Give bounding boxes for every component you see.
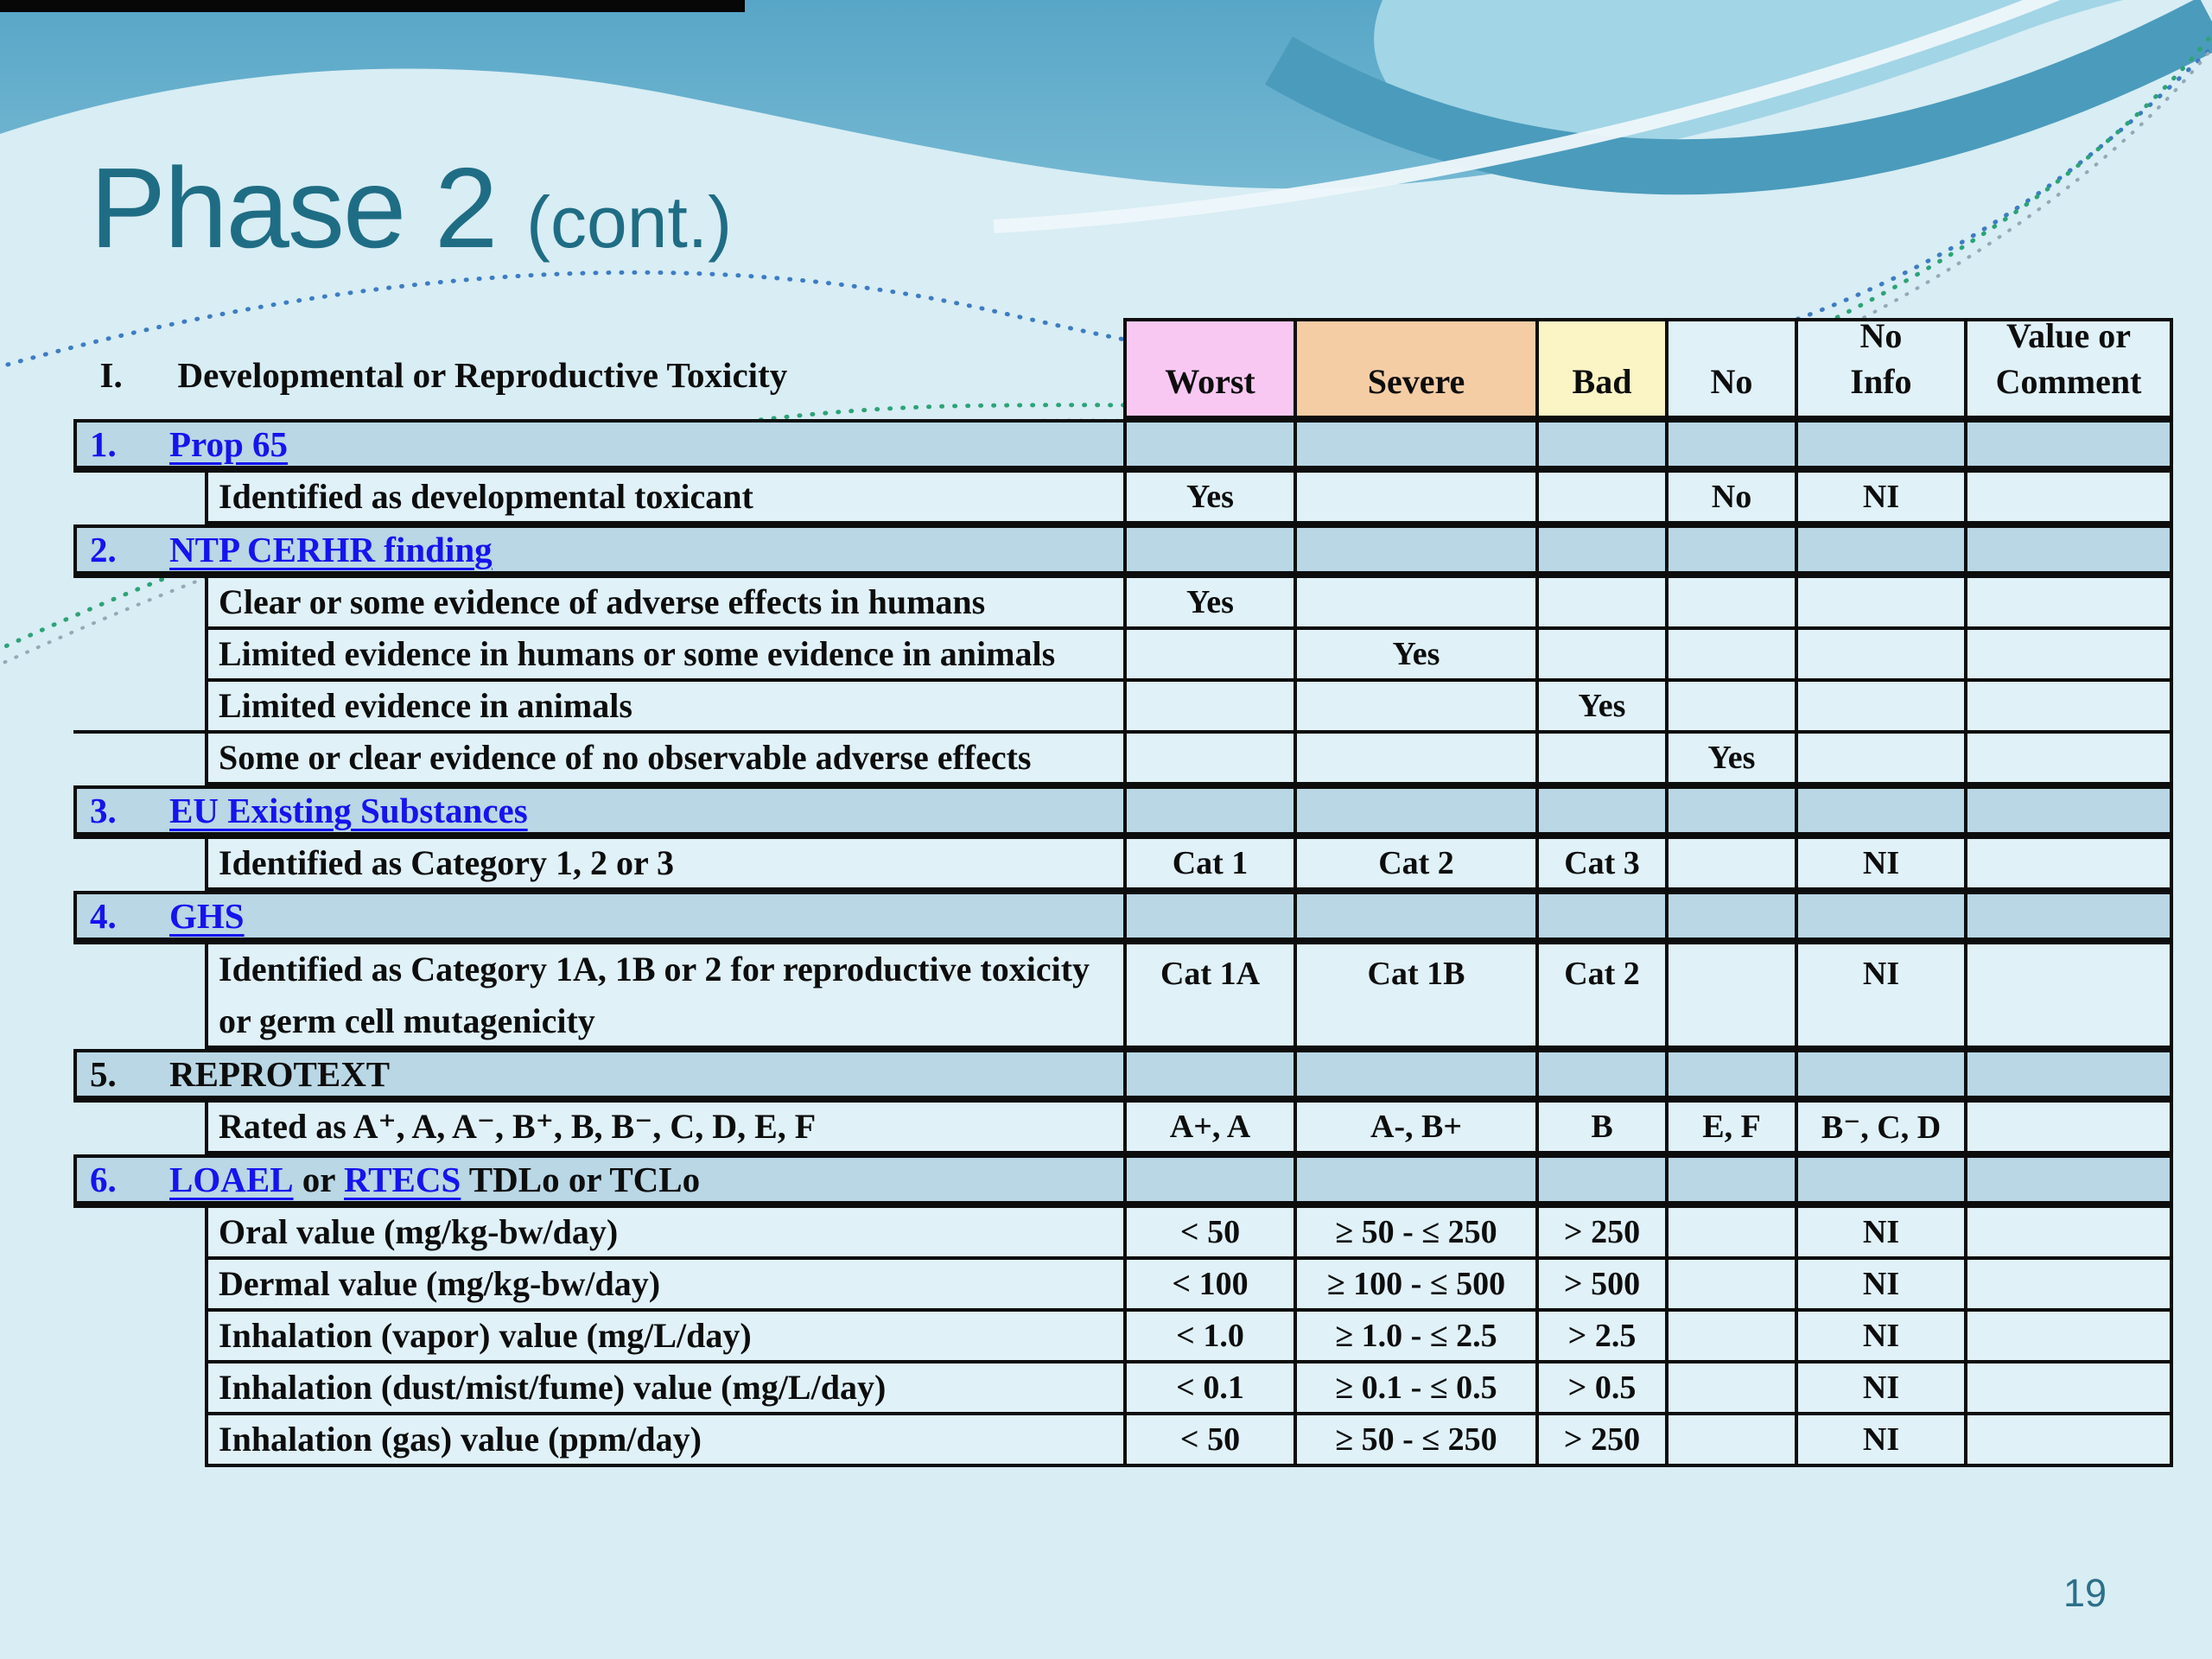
criteria-label: Oral value (mg/kg-bw/day) bbox=[205, 1208, 1123, 1260]
cell-worst bbox=[1123, 682, 1294, 734]
cell-severe bbox=[1294, 682, 1535, 734]
criteria-row-some-or-clear-evidence-of-no-observable-adverse-effects bbox=[73, 734, 2173, 785]
cell-severe: ≥ 0.1 - ≤ 0.5 bbox=[1294, 1363, 1535, 1415]
criteria-description-cell bbox=[73, 630, 1123, 682]
criteria-label: Inhalation (gas) value (ppm/day) bbox=[205, 1415, 1123, 1467]
cell-bad bbox=[1535, 473, 1665, 524]
criteria-description-cell bbox=[73, 734, 1123, 785]
criteria-row-rated-as-a-a-a-b-b-b-c-d-e-f bbox=[73, 1103, 2173, 1154]
cell-bad: B bbox=[1535, 1103, 1665, 1154]
cell-bad: Cat 3 bbox=[1535, 839, 1665, 891]
criteria-row-dermal-value-mg-kg-bw-day bbox=[73, 1260, 2173, 1312]
slide-title bbox=[90, 144, 733, 271]
cell-no bbox=[1665, 944, 1795, 1049]
link-loael[interactable]: LOAEL bbox=[169, 1160, 294, 1199]
cell-bad: > 250 bbox=[1535, 1208, 1665, 1260]
cell-severe bbox=[1294, 1049, 1535, 1103]
criteria-row-clear-or-some-evidence-of-adverse-effects-in-humans bbox=[73, 578, 2173, 630]
cell-value-comment bbox=[1964, 682, 2173, 734]
criteria-description-cell bbox=[73, 578, 1123, 630]
category-number: 5. bbox=[90, 1054, 117, 1094]
criteria-row-identified-as-category-1a-1b-or-2-for-reproductive-toxicity-or-germ-cell-mutagenicity bbox=[73, 944, 2173, 1049]
cell-no-info: NI bbox=[1795, 944, 1964, 1049]
criteria-label: Rated as A⁺, A, A⁻, B⁺, B, B⁻, C, D, E, F bbox=[205, 1103, 1123, 1154]
link-ntp-cerhr-finding[interactable]: NTP CERHR finding bbox=[169, 530, 493, 569]
criteria-label: Identified as Category 1A, 1B or 2 for reproductive toxicity or germ cell mutagenicity bbox=[205, 944, 1123, 1049]
cell-severe bbox=[1294, 785, 1535, 839]
cell-no: No bbox=[1665, 473, 1795, 524]
criteria-row-limited-evidence-in-humans-or-some-evidence-in-animals bbox=[73, 630, 2173, 682]
cell-bad bbox=[1535, 1049, 1665, 1103]
cell-severe bbox=[1294, 473, 1535, 524]
criteria-row-inhalation-dust-mist-fume-value-mg-l-day bbox=[73, 1363, 2173, 1415]
cell-no bbox=[1665, 1208, 1795, 1260]
cell-severe: ≥ 50 - ≤ 250 bbox=[1294, 1415, 1535, 1467]
cell-bad: Cat 2 bbox=[1535, 944, 1665, 1049]
cell-bad bbox=[1535, 419, 1665, 473]
column-header-bad: Bad bbox=[1535, 318, 1665, 419]
category-number: 4. bbox=[90, 896, 117, 936]
cell-value-comment bbox=[1964, 785, 2173, 839]
criteria-description-cell bbox=[73, 1208, 1123, 1260]
toxicity-criteria-table bbox=[73, 318, 2173, 1467]
cell-value-comment bbox=[1964, 473, 2173, 524]
title-main: Phase 2 bbox=[90, 144, 527, 271]
cell-no-info: NI bbox=[1795, 1260, 1964, 1312]
cell-no bbox=[1665, 1363, 1795, 1415]
cell-severe bbox=[1294, 419, 1535, 473]
category-label: REPROTEXT bbox=[169, 1054, 391, 1094]
cell-no-info bbox=[1795, 419, 1964, 473]
criteria-description-cell bbox=[73, 1312, 1123, 1363]
cell-severe: Cat 2 bbox=[1294, 839, 1535, 891]
cell-value-comment bbox=[1964, 734, 2173, 785]
cell-value-comment bbox=[1964, 1363, 2173, 1415]
cell-no-info bbox=[1795, 1049, 1964, 1103]
cell-no bbox=[1665, 524, 1795, 578]
indent-spacer bbox=[73, 944, 205, 1049]
cell-bad: > 2.5 bbox=[1535, 1312, 1665, 1363]
cell-no-info bbox=[1795, 785, 1964, 839]
cell-severe: Cat 1B bbox=[1294, 944, 1535, 1049]
category-row-ntp-cerhr-finding bbox=[73, 524, 2173, 578]
criteria-row-limited-evidence-in-animals bbox=[73, 682, 2173, 734]
cell-severe: ≥ 100 - ≤ 500 bbox=[1294, 1260, 1535, 1312]
cell-no bbox=[1665, 891, 1795, 944]
indent-spacer bbox=[73, 1312, 205, 1363]
category-cell bbox=[73, 419, 1123, 473]
indent-spacer bbox=[73, 1208, 205, 1260]
cell-severe bbox=[1294, 1154, 1535, 1208]
category-number: 2. bbox=[90, 530, 117, 569]
category-label: TDLo or TCLo bbox=[461, 1160, 701, 1199]
cell-severe: Yes bbox=[1294, 630, 1535, 682]
cell-severe bbox=[1294, 578, 1535, 630]
indent-spacer bbox=[73, 1363, 205, 1415]
cell-no-info: NI bbox=[1795, 1415, 1964, 1467]
cell-value-comment bbox=[1964, 578, 2173, 630]
cell-value-comment bbox=[1964, 1312, 2173, 1363]
category-cell bbox=[73, 1154, 1123, 1208]
section-heading bbox=[82, 313, 787, 396]
cell-value-comment bbox=[1964, 1415, 2173, 1467]
cell-value-comment bbox=[1964, 630, 2173, 682]
category-row-ghs bbox=[73, 891, 2173, 944]
link-eu-existing-substances[interactable]: EU Existing Substances bbox=[169, 791, 528, 830]
cell-value-comment bbox=[1964, 1260, 2173, 1312]
cell-no-info bbox=[1795, 682, 1964, 734]
cell-severe bbox=[1294, 524, 1535, 578]
cell-no bbox=[1665, 630, 1795, 682]
cell-no bbox=[1665, 1154, 1795, 1208]
cell-worst bbox=[1123, 630, 1294, 682]
cell-bad bbox=[1535, 734, 1665, 785]
criteria-label: Some or clear evidence of no observable adverse effects bbox=[205, 734, 1123, 785]
cell-severe: ≥ 1.0 - ≤ 2.5 bbox=[1294, 1312, 1535, 1363]
cell-bad bbox=[1535, 630, 1665, 682]
criteria-label: Inhalation (dust/mist/fume) value (mg/L/day) bbox=[205, 1363, 1123, 1415]
cell-value-comment bbox=[1964, 524, 2173, 578]
criteria-label: Dermal value (mg/kg-bw/day) bbox=[205, 1260, 1123, 1312]
category-row-eu-existing-substances bbox=[73, 785, 2173, 839]
category-cell bbox=[73, 891, 1123, 944]
cell-value-comment bbox=[1964, 944, 2173, 1049]
cell-worst: < 1.0 bbox=[1123, 1312, 1294, 1363]
category-cell bbox=[73, 1049, 1123, 1103]
criteria-label: Limited evidence in humans or some evidence in animals bbox=[205, 630, 1123, 682]
cell-severe bbox=[1294, 891, 1535, 944]
cell-no bbox=[1665, 785, 1795, 839]
category-row-prop-65 bbox=[73, 419, 2173, 473]
cell-no-info: NI bbox=[1795, 1208, 1964, 1260]
column-header-severe: Severe bbox=[1294, 318, 1535, 419]
cell-worst: < 0.1 bbox=[1123, 1363, 1294, 1415]
indent-spacer bbox=[73, 734, 205, 785]
cell-bad bbox=[1535, 785, 1665, 839]
criteria-description-cell bbox=[73, 1260, 1123, 1312]
cell-no-info bbox=[1795, 891, 1964, 944]
cell-no bbox=[1665, 682, 1795, 734]
column-header-worst: Worst bbox=[1123, 318, 1294, 419]
criteria-description-cell bbox=[73, 1103, 1123, 1154]
criteria-row-oral-value-mg-kg-bw-day bbox=[73, 1208, 2173, 1260]
link-rtecs[interactable]: RTECS bbox=[344, 1160, 461, 1199]
cell-bad bbox=[1535, 578, 1665, 630]
category-label: or bbox=[293, 1160, 345, 1199]
criteria-row-identified-as-developmental-toxicant bbox=[73, 473, 2173, 524]
cell-severe: ≥ 50 - ≤ 250 bbox=[1294, 1208, 1535, 1260]
cell-worst bbox=[1123, 785, 1294, 839]
cell-value-comment bbox=[1964, 1103, 2173, 1154]
cell-worst bbox=[1123, 891, 1294, 944]
cell-no-info bbox=[1795, 1154, 1964, 1208]
cell-worst: < 100 bbox=[1123, 1260, 1294, 1312]
category-row-loael-or-rtecs-tdlo-or-tclo bbox=[73, 1154, 2173, 1208]
cell-worst: Yes bbox=[1123, 473, 1294, 524]
cell-severe: A-, B+ bbox=[1294, 1103, 1535, 1154]
criteria-label: Identified as developmental toxicant bbox=[205, 473, 1123, 524]
cell-severe bbox=[1294, 734, 1535, 785]
cell-worst: Yes bbox=[1123, 578, 1294, 630]
cell-worst: < 50 bbox=[1123, 1208, 1294, 1260]
category-number: 3. bbox=[90, 791, 117, 830]
cell-value-comment bbox=[1964, 1049, 2173, 1103]
cell-worst: < 50 bbox=[1123, 1415, 1294, 1467]
cell-no-info bbox=[1795, 578, 1964, 630]
indent-spacer bbox=[73, 578, 205, 630]
title-suffix: (cont.) bbox=[526, 181, 733, 263]
cell-worst bbox=[1123, 734, 1294, 785]
cell-no-info bbox=[1795, 524, 1964, 578]
cell-bad bbox=[1535, 891, 1665, 944]
criteria-description-cell bbox=[73, 682, 1123, 734]
link-prop-65[interactable]: Prop 65 bbox=[169, 424, 289, 464]
cell-no: Yes bbox=[1665, 734, 1795, 785]
category-cell bbox=[73, 785, 1123, 839]
cell-worst: Cat 1 bbox=[1123, 839, 1294, 891]
cell-no-info: NI bbox=[1795, 839, 1964, 891]
cell-no bbox=[1665, 839, 1795, 891]
cell-no-info bbox=[1795, 630, 1964, 682]
cell-no-info: NI bbox=[1795, 1312, 1964, 1363]
cell-no: E, F bbox=[1665, 1103, 1795, 1154]
criteria-label: Limited evidence in animals bbox=[205, 682, 1123, 734]
cell-bad: Yes bbox=[1535, 682, 1665, 734]
top-black-bar bbox=[0, 0, 745, 12]
page-number: 19 bbox=[2063, 1571, 2107, 1615]
criteria-description-cell bbox=[73, 944, 1123, 1049]
indent-spacer bbox=[73, 630, 205, 682]
indent-spacer bbox=[73, 1415, 205, 1467]
cell-bad: > 500 bbox=[1535, 1260, 1665, 1312]
indent-spacer bbox=[73, 839, 205, 891]
criteria-description-cell bbox=[73, 839, 1123, 891]
cell-no-info: NI bbox=[1795, 1363, 1964, 1415]
category-number: 1. bbox=[90, 424, 117, 464]
cell-bad: > 250 bbox=[1535, 1415, 1665, 1467]
column-header-value-comment: Value or Comment bbox=[1964, 318, 2173, 419]
cell-worst bbox=[1123, 524, 1294, 578]
cell-no bbox=[1665, 1415, 1795, 1467]
indent-spacer bbox=[73, 1260, 205, 1312]
category-number: 6. bbox=[90, 1160, 117, 1199]
cell-value-comment bbox=[1964, 839, 2173, 891]
cell-worst: Cat 1A bbox=[1123, 944, 1294, 1049]
column-header-no-info: No Info bbox=[1795, 318, 1964, 419]
criteria-label: Identified as Category 1, 2 or 3 bbox=[205, 839, 1123, 891]
cell-no bbox=[1665, 1049, 1795, 1103]
cell-no-info: B⁻, C, D bbox=[1795, 1103, 1964, 1154]
cell-no bbox=[1665, 1312, 1795, 1363]
criteria-row-inhalation-gas-value-ppm-day bbox=[73, 1415, 2173, 1467]
cell-value-comment bbox=[1964, 419, 2173, 473]
column-header-no: No bbox=[1665, 318, 1795, 419]
cell-worst bbox=[1123, 1049, 1294, 1103]
criteria-description-cell bbox=[73, 1415, 1123, 1467]
cell-no bbox=[1665, 419, 1795, 473]
criteria-row-inhalation-vapor-value-mg-l-day bbox=[73, 1312, 2173, 1363]
criteria-label: Inhalation (vapor) value (mg/L/day) bbox=[205, 1312, 1123, 1363]
cell-bad bbox=[1535, 1154, 1665, 1208]
category-cell bbox=[73, 524, 1123, 578]
indent-spacer bbox=[73, 473, 205, 524]
cell-bad: > 0.5 bbox=[1535, 1363, 1665, 1415]
link-ghs[interactable]: GHS bbox=[169, 896, 245, 936]
criteria-description-cell bbox=[73, 473, 1123, 524]
criteria-label: Clear or some evidence of adverse effects in humans bbox=[205, 578, 1123, 630]
cell-value-comment bbox=[1964, 891, 2173, 944]
cell-no bbox=[1665, 578, 1795, 630]
indent-spacer bbox=[73, 682, 205, 734]
section-label: Developmental or Reproductive Toxicity bbox=[177, 355, 788, 395]
indent-spacer bbox=[73, 1103, 205, 1154]
criteria-description-cell bbox=[73, 1363, 1123, 1415]
cell-worst: A+, A bbox=[1123, 1103, 1294, 1154]
cell-value-comment bbox=[1964, 1154, 2173, 1208]
criteria-row-identified-as-category-1-2-or-3 bbox=[73, 839, 2173, 891]
cell-no-info bbox=[1795, 734, 1964, 785]
cell-worst bbox=[1123, 1154, 1294, 1208]
cell-worst bbox=[1123, 419, 1294, 473]
category-row-reprotext bbox=[73, 1049, 2173, 1103]
cell-no-info: NI bbox=[1795, 473, 1964, 524]
section-numeral: I. bbox=[99, 355, 123, 395]
cell-no bbox=[1665, 1260, 1795, 1312]
cell-value-comment bbox=[1964, 1208, 2173, 1260]
cell-bad bbox=[1535, 524, 1665, 578]
